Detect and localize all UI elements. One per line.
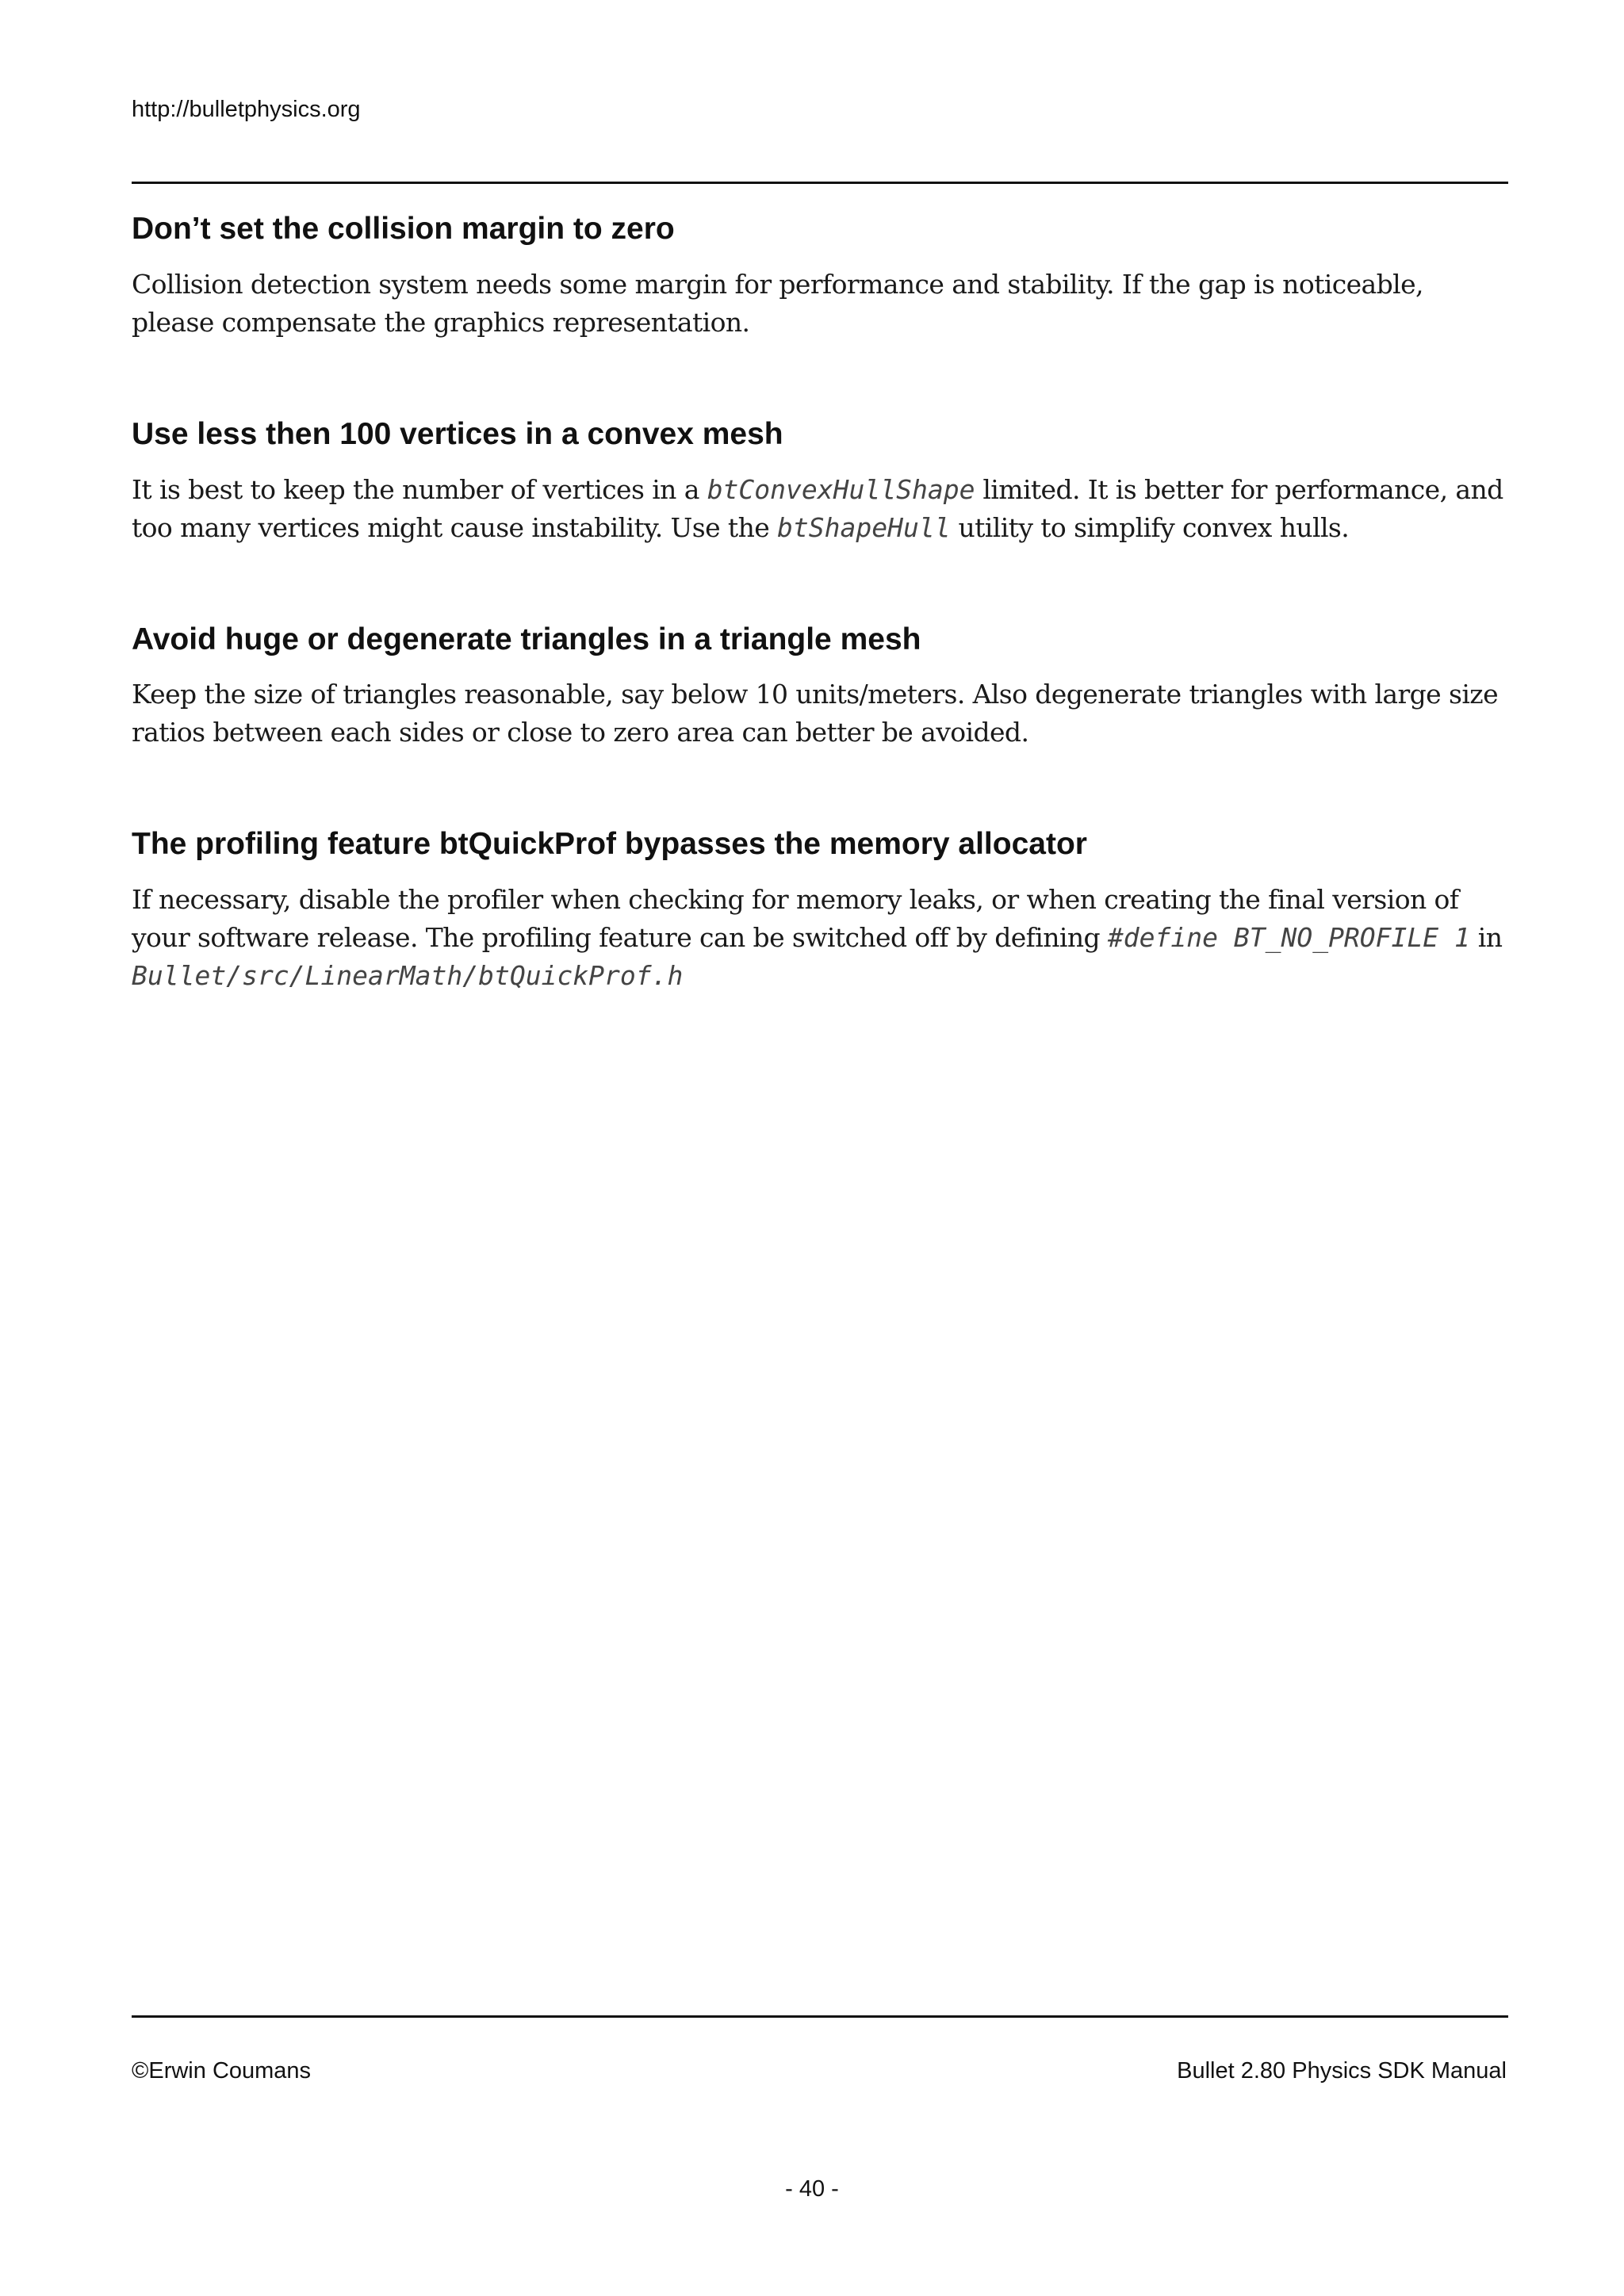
section-title: Don’t set the collision margin to zero [132, 212, 675, 246]
section-triangle-mesh [132, 622, 1508, 752]
section-title: Use less then 100 vertices in a convex mesh [132, 416, 783, 451]
code-define-bt-no-profile: #define BT_NO_PROFILE 1 [1107, 922, 1470, 954]
code-file-path: Bullet/src/LinearMath/btQuickProf.h [132, 960, 684, 992]
footer-manual-title: Bullet 2.80 Physics SDK Manual [1177, 2058, 1507, 2084]
section-profiling [132, 826, 1508, 995]
code-btshapehull: btShapeHull [777, 511, 951, 543]
page-content [132, 211, 1508, 995]
section-title: The profiling feature btQuickProf bypasses the memory allocator [132, 827, 1087, 862]
section-body [132, 471, 1508, 547]
body-text: Collision detection system needs some margin for performance and stability. If the gap is noticeable, please compensate the graphics representation. [132, 268, 1423, 338]
code-btconvexhullshape: btConvexHullShape [707, 473, 975, 505]
footer-author: ©Erwin Coumans [132, 2058, 312, 2084]
footer-rule [132, 2015, 1508, 2018]
section-title: Avoid huge or degenerate triangles in a triangle mesh [132, 622, 921, 656]
body-text: in [1469, 922, 1503, 954]
body-text: limited. It is better for performance, and too many vertices might cause instability. Use the [132, 473, 1503, 543]
section-body [132, 675, 1508, 752]
body-text: Keep the size of triangles reasonable, say below 10 units/meters. Also degenerate triangles with large size ratios between each sides or close to zero area can better be avoided. [132, 679, 1499, 748]
section-collision-margin [132, 211, 1508, 342]
section-body [132, 266, 1508, 342]
body-text: If necessary, disable the profiler when checking for memory leaks, or when creating the final version of your software release. The profiling feature can be switched off by defining [132, 884, 1459, 954]
section-convex-mesh [132, 416, 1508, 547]
header-url: http://bulletphysics.org [132, 97, 361, 122]
header-rule [132, 182, 1508, 184]
body-text: It is best to keep the number of vertices in a [132, 473, 707, 505]
body-text: utility to simplify convex hulls. [950, 511, 1350, 543]
page-number: - 40 - [785, 2176, 839, 2202]
section-body [132, 881, 1508, 995]
